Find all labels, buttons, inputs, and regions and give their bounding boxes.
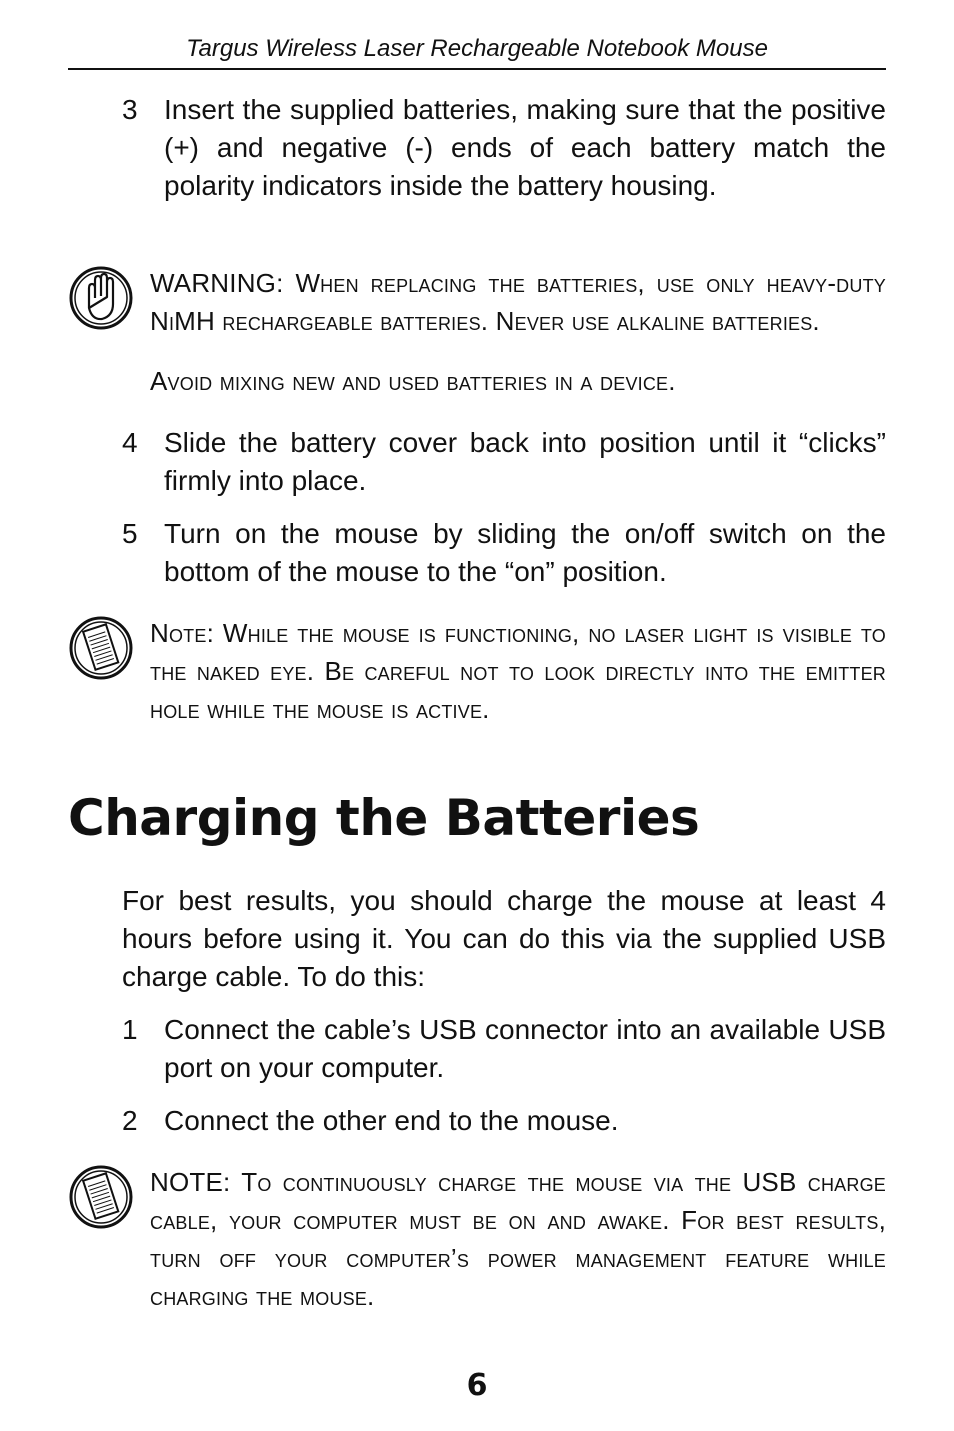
note-text: While the mouse is functioning, no laser light is visible to the naked eye. Be careful not to look directly into the emitter hole while the mouse is active. — [150, 618, 886, 724]
stop-hand-icon — [68, 264, 134, 330]
running-header: Targus Wireless Laser Rechargeable Notebook Mouse — [68, 30, 886, 70]
step-number: 1 — [122, 1014, 138, 1045]
step-text: Connect the other end to the mouse. — [164, 1105, 619, 1136]
warning-text: When replacing the batteries, use only heavy-duty NiMH rechargeable batteries. Never use alkaline batteries. — [150, 268, 886, 336]
list-item — [122, 1102, 886, 1140]
list-item — [122, 515, 886, 591]
list-item — [122, 1011, 886, 1087]
step-number: 2 — [122, 1105, 138, 1136]
note-notice — [68, 614, 886, 728]
step-number: 5 — [122, 518, 138, 549]
step-number: 3 — [122, 94, 138, 125]
step-text: Turn on the mouse by sliding the on/off switch on the bottom of the mouse to the “on” position. — [164, 518, 886, 587]
notepad-icon — [68, 1163, 134, 1229]
note-label: Note: — [150, 618, 215, 648]
step-text: Connect the cable’s USB connector into an available USB port on your computer. — [164, 1014, 886, 1083]
section-intro: For best results, you should charge the mouse at least 4 hours before using it. You can do this via the supplied USB charge cable. To do this: — [122, 885, 886, 992]
warning-notice — [68, 264, 886, 400]
note-text: To continuously charge the mouse via the USB charge cable, your computer must be on and awake. For best results, turn off your computer’s power management feature while charging the mouse. — [150, 1167, 886, 1311]
step-text: Insert the supplied batteries, making sure that the positive (+) and negative (-) ends of each battery match the polarity indicators inside the battery housing. — [164, 94, 886, 201]
warning-label: WARNING: — [150, 268, 284, 298]
page-number: 6 — [466, 1368, 488, 1403]
list-item — [122, 91, 886, 205]
warning-text-2: Avoid mixing new and used batteries in a device. — [150, 366, 676, 396]
note-notice-2 — [68, 1163, 886, 1315]
notepad-icon — [68, 614, 134, 680]
step-number: 4 — [122, 427, 138, 458]
section-title: Charging the Batteries — [68, 789, 700, 847]
note-label: NOTE: — [150, 1167, 231, 1197]
step-text: Slide the battery cover back into position until it “clicks” firmly into place. — [164, 427, 886, 496]
list-item — [122, 424, 886, 500]
